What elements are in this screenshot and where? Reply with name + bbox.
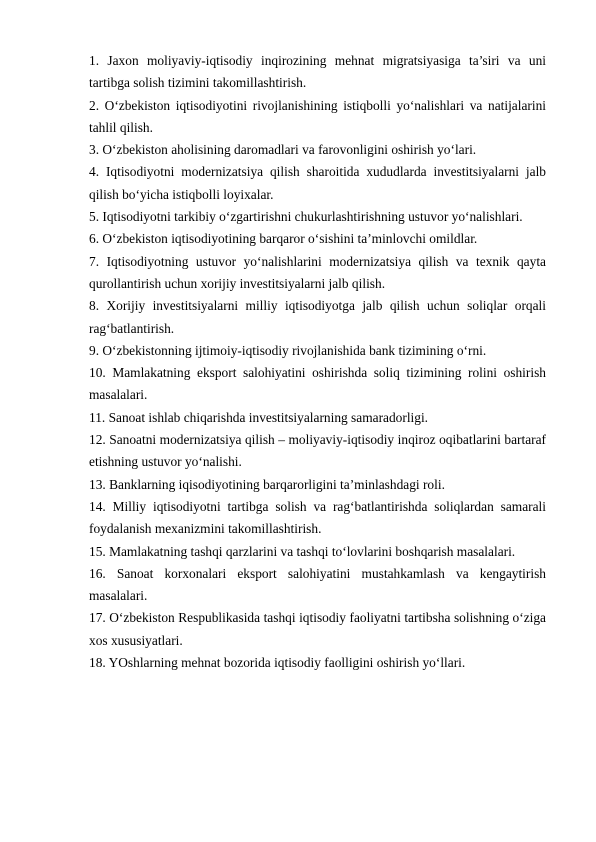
list-item-13: 13. Banklarning iqisodiyotining barqarorligini ta’minlashdagi roli. [89, 476, 445, 492]
list-item-6: 6. O‘zbekiston iqtisodiyotining barqaror o‘sishini ta’minlovchi omildlar. [89, 231, 478, 247]
list-item-18: 18. YOshlarning mehnat bozorida iqtisodiy faolligini oshirish yo‘llari. [89, 655, 466, 671]
list-item-5: 5. Iqtisodiyotni tarkibiy o‘zgartirishni chukurlashtirishning ustuvor yo‘nalishlari. [89, 209, 523, 225]
list-item-10: 10. Mamlakatning eksport salohiyatini oshirishda soliq tizimining rolini oshirish masalalari. [89, 365, 546, 403]
list-item-15: 15. Mamlakatning tashqi qarzlarini va tashqi to‘lovlarini boshqarish masalalari. [89, 543, 516, 559]
list-item-16: 16. Sanoat korxonalari eksport salohiyatini mustahkamlash va kengaytirish masalalari. [89, 565, 546, 604]
list-item-3: 3. O‘zbekiston aholisining daromadlari va farovonligini oshirish yo‘lari. [89, 142, 477, 158]
list-item-8: 8. Xorijiy investitsiyalarni milliy iqtisodiyotga jalb qilish uchun soliqlar orqali rag‘batlantirish. [89, 298, 546, 336]
list-item-14: 14. Milliy iqtisodiyotni tartibga solish va rag‘batlantirishda soliqlardan samarali foydalanish mexanizmini takomillashtirish. [89, 498, 546, 537]
list-item-2: 2. O‘zbekiston iqtisodiyotini rivojlanishining istiqbolli yo‘nalishlari va natijalarini tahlil qilish. [89, 97, 546, 135]
list-item-7: 7. Iqtisodiyotning ustuvor yo‘nalishlarini modernizatsiya qilish va texnik qayta qurollantirish uchun xorijiy investitsiyalarni jalb qilish. [89, 253, 546, 291]
list-item-17: 17. O‘zbekiston Respublikasida tashqi iqtisodiy faoliyatni tartibsha solishning o‘ziga xos xususiyatlari. [89, 610, 546, 648]
list-item-4: 4. Iqtisodiyotni modernizatsiya qilish sharoitida xududlarda investitsiyalarni jalb qilish bo‘yicha istiqbolli loyixalar. [89, 164, 546, 202]
list-item-12: 12. Sanoatni modernizatsiya qilish – moliyaviy-iqtisodiy inqiroz oqibatlarini bartaraf etishning ustuvor yo‘nalishi. [89, 432, 546, 470]
list-item-11: 11. Sanoat ishlab chiqarishda investitsiyalarning samaradorligi. [89, 409, 429, 425]
document-page [89, 50, 546, 674]
list-item-1: 1. Jaxon moliyaviy-iqtisodiy inqirozining mehnat migratsiyasiga ta’siri va uni tartibga solish tizimini takomillashtirish. [89, 53, 546, 91]
list-item-9: 9. O‘zbekistonning ijtimoiy-iqtisodiy rivojlanishida bank tizimining o‘rni. [89, 342, 487, 358]
